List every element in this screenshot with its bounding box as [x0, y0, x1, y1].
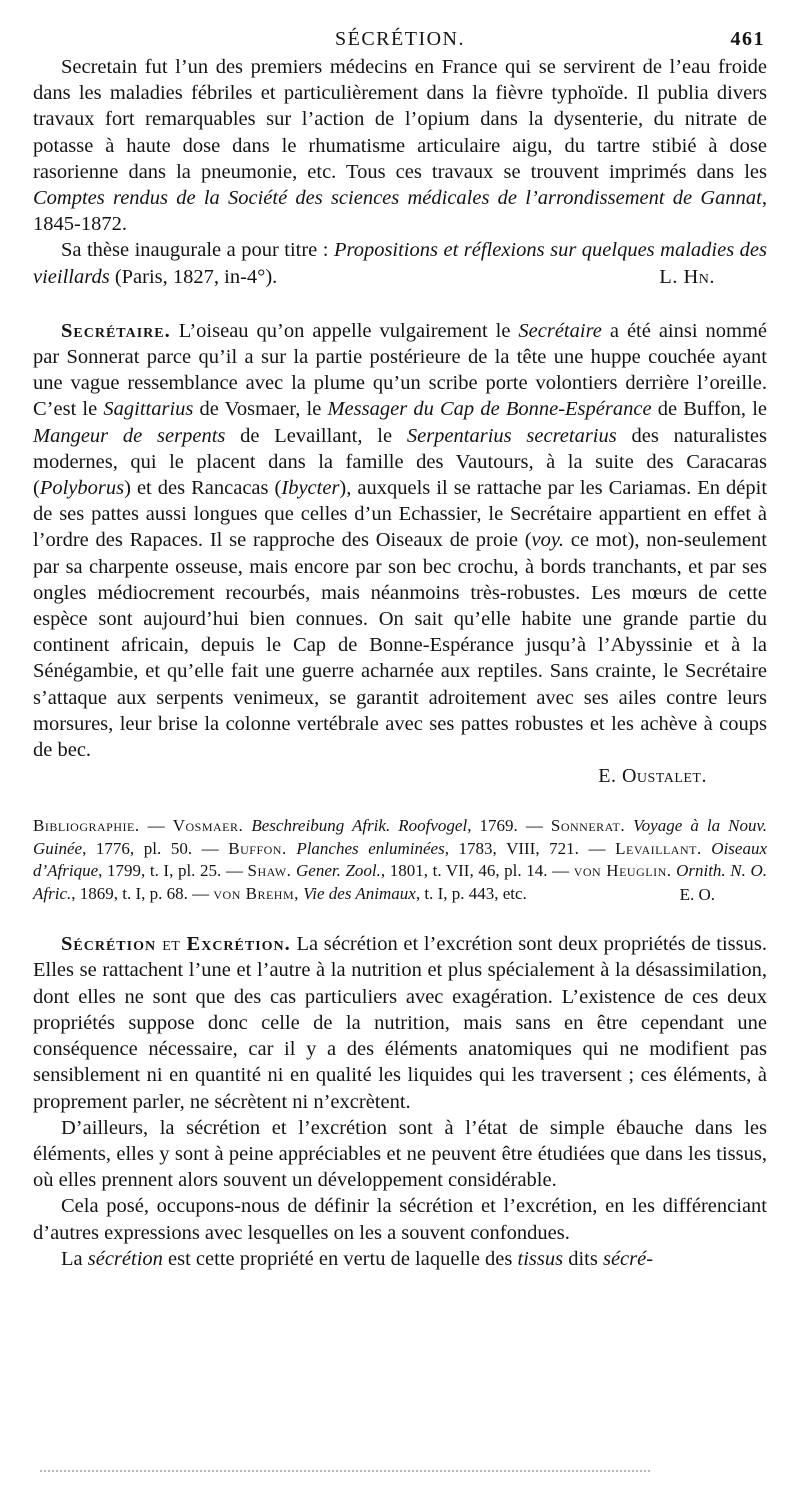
- italic-term: voy.: [531, 529, 564, 552]
- book-title: Oiseaux d’Afrique: [33, 838, 768, 881]
- author-signature: L. Hn.: [659, 265, 715, 288]
- running-title: SÉCRÉTION.: [335, 28, 465, 50]
- text-run: ) et des Rancacas (: [124, 477, 282, 500]
- entry-headword: Secrétaire.: [61, 319, 171, 342]
- italic-term: sécrétion: [87, 1247, 163, 1270]
- text-run: de Levaillant, le: [225, 424, 407, 447]
- secretion-paragraph-2: D’ailleurs, la sécrétion et l’excrétion sont à l’état de simple ébauche dans les éléments, elles y sont à peine appréciables et ne peuvent être étudiées que dans les tissus, où elles prennent alors souvent un développement considérable.: [33, 1116, 767, 1192]
- author-name: von Brehm,: [213, 883, 299, 903]
- book-title: Vie des Animaux: [303, 883, 416, 903]
- secretain-paragraph-2: [33, 237, 767, 289]
- text-run: (Paris, 1827, in-4°).: [109, 265, 278, 288]
- italic-title: Comptes rendus de la Société des sciences médicales de l’arrondissement de Gannat: [33, 187, 762, 210]
- bibliography-block: [33, 815, 767, 905]
- book-title: Planches enluminées: [296, 838, 445, 858]
- secretion-paragraph-1: [33, 931, 767, 1114]
- italic-term: Ibycter: [281, 477, 340, 500]
- text-run: ce mot), non-seulement par sa charpente osseuse, mais encore par son bec crochu, à bords tranchants, et par ses ongles médiocrement recourbés, mais néanmoins très-robustes. Les mœurs de cette espèce sont aujourd’hui bien connues. On sait qu’elle habite une grande partie du continent africain, depuis le Cap de Bonne-Espérance jusqu’à l’Abyssinie et à la Sénégambie, et qu’elle fait une guerre acharnée aux reptiles. Sans crainte, le Secrétaire s’attaque aux serpents venimeux, se garantit adroitement avec ses ailes contre leurs morsures, leur brise la colonne vertébrale avec ses pattes robustes et les achève à coups de bec.: [33, 529, 767, 762]
- italic-title: Propositions et réflexions sur quelques maladies des vieillards: [33, 239, 767, 288]
- italic-term: tissus: [517, 1247, 564, 1270]
- author-signature: E. Oustalet.: [598, 765, 707, 788]
- page-number: 461: [730, 28, 765, 50]
- author-name: Vosmaer.: [172, 816, 244, 836]
- author-name: Buffon.: [228, 838, 287, 858]
- author-name: Sonnerat.: [550, 816, 626, 836]
- book-title: Beschreibung Afrik. Roofvogel: [251, 816, 468, 836]
- text-run: Secretain fut l’un des premiers médecins en France qui se servirent de l’eau froide dans les maladies fébriles et particulièrement dans la fièvre typhoïde. Il publia divers travaux fort remarquables sur l’action de l’opium dans la dysenterie, du nitrate de potasse à haute dose dans le rhumatisme articulaire aigu, du tartre stibié à dose rasorienne dans la pneumonie, etc. Tous ces travaux se trouvent imprimés dans les: [33, 56, 767, 183]
- headword-conjunction: et: [156, 933, 187, 956]
- text-run: de Vosmaer, le: [193, 398, 328, 421]
- secretion-paragraph-3: Cela posé, occupons-nous de définir la sécrétion et l’excrétion, en les différenciant d’autres expressions avec lesquelles on les a souvent confondues.: [33, 1195, 767, 1244]
- italic-term: sécré-: [602, 1247, 654, 1270]
- text-run: ), auxquels il se rattache par les Cariamas. En dépit de ses pattes aussi longues que celles d’un Echassier, le Secrétaire appartient en effet à l’ordre des Rapaces. Il se rapproche des Oiseaux de proie (: [33, 477, 768, 552]
- text-run: L’oiseau qu’on appelle vulgairement le: [170, 319, 519, 342]
- italic-term: Polyborus: [39, 477, 125, 500]
- author-name: Shaw.: [247, 861, 292, 881]
- document-page: [33, 28, 767, 1272]
- bibliography-label: Bibliographie.: [33, 816, 140, 836]
- book-title: Ornith. N. O. Afric.: [33, 861, 768, 903]
- article-secretaire: [33, 318, 767, 789]
- text-run: de Buffon, le: [651, 398, 768, 421]
- text-run: La sécrétion et l’excrétion sont deux propriétés de tissus. Elles se rattachent l’une et l’autre à la nutrition et plus spécialement à la désassimilation, dont elles ne sont que des cas particuliers avec exagération. L’existence de ces deux propriétés suppose donc celle de la nutrition, mais sans en être cependant une conséquence nécessaire, car il y a des éléments anatomiques qui ne modifient pas sensiblement ni en quantité ni en qualité les liquides qui les traversent ; ces éléments, à proprement parler, ne sécrètent ni n’excrètent.: [33, 933, 767, 1113]
- text-run: des naturalistes modernes, qui le placent dans la famille des Vautours, à la suite des Caracaras (: [33, 424, 767, 500]
- text-run: , 1845-1872.: [33, 187, 767, 236]
- book-title: Voyage à la Nouv. Guinée: [33, 816, 768, 858]
- italic-term: Mangeur de serpents: [33, 424, 226, 447]
- secretion-paragraph-4: La sécrétion est cette propriété en vertu de laquelle des tissus dits sécré-: [61, 1247, 654, 1270]
- secretain-paragraph-1: [33, 54, 767, 237]
- bibliography-text: Bibliographie. — Vosmaer. Beschreibung Afrik. Roofvogel, 1769. — Sonnerat. Voyage à la Nouv. Guinée, 1776, pl. 50. — Buffon. Planches enluminées, 1783, VIII, 721. — Levaillant. Oiseaux d’Afrique, 1799, t. I, pl. 25. — Shaw. Gener. Zool., 1801, t. VII, 46, pl. 14. — von Heuglin. Ornith. N. O. Afric., 1869, t. I, p. 68. — von Brehm, Vie des Animaux, t. I, p. 443, etc.: [33, 816, 768, 903]
- book-title: Gener. Zool.: [296, 861, 381, 881]
- bibliography-signature: E. O.: [679, 885, 715, 905]
- article-secretion-excretion: [33, 931, 767, 1272]
- italic-term: Sagittarius: [103, 398, 194, 421]
- text-run: a été ainsi nommé par Sonnerat parce qu’il a sur la partie postérieure de la tête une huppe couchée ayant une vague ressemblance avec la plume qu’un scribe porte volontiers derrière l’oreille. C’est le: [33, 319, 767, 421]
- secretaire-paragraph: [33, 318, 767, 763]
- scan-artifact-dotted-line: [40, 1470, 650, 1472]
- text-run: Sa thèse inaugurale a pour titre :: [61, 239, 334, 262]
- italic-term: Messager du Cap de Bonne-Espérance: [327, 398, 652, 421]
- author-name: von Heuglin.: [573, 861, 672, 881]
- article-secretain: [33, 54, 767, 290]
- author-name: Levaillant.: [615, 838, 702, 858]
- running-head: [33, 28, 767, 54]
- italic-term: Serpentarius secretarius: [406, 424, 617, 447]
- entry-headword: Excrétion.: [186, 933, 291, 956]
- entry-headword: Sécrétion: [61, 933, 157, 956]
- italic-term: Secrétaire: [518, 319, 602, 342]
